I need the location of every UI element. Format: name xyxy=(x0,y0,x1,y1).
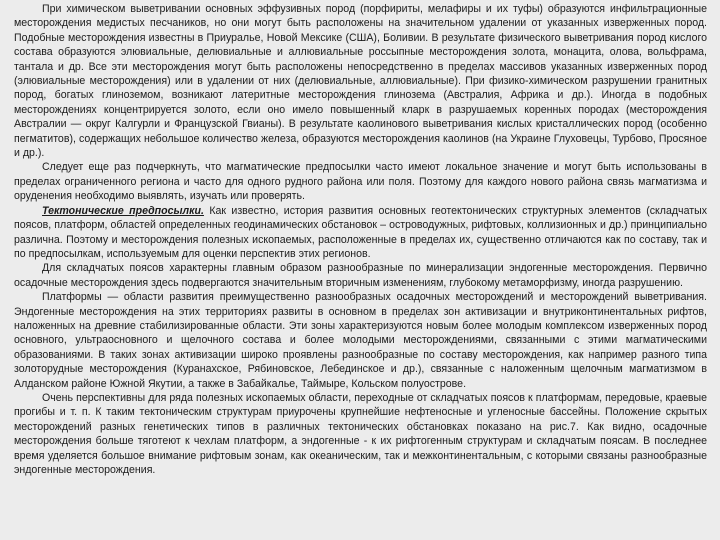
paragraph-text: Как известно, история развития основных геотектонических структурных элементов (складчатых поясов, платформ, областей определенных геодинамических обстановок – островодужных, рифтовых, коллизионных и др.) принципиально различна. Поэтому и месторождения полезных ископаемых, расположенные в пределах их, существенно отличаются как по составу, так и по предпосылкам, используемым для оценки перспектив этих регионов. xyxy=(14,204,708,260)
paragraph-platforms xyxy=(14,290,707,391)
section-heading: Тектонические предпосылки. xyxy=(42,204,204,217)
paragraph-text: Платформы — области развития преимущественно разнообразных осадочных месторождений и месторождений выветривания. Эндогенные месторождения на этих территориях развиты в основном в пределах зон активизации и внутриконтинентальных рифтов, наложенных на древние стабилизированные области. Эти зоны характеризуются новым более молодым комплексом изверженных пород основного, ультраосновного и щелочного состава и более молодыми месторождениями, связанными с этими магматическими образованиями. В таких зонах активизации широко проявлены разнообразные по составу месторождения, как например разного типа золоторудные месторождения (Куранахское, Рябиновское, Лебединское и др.), связанные с наложенным щелочным магматизмом в Алданском районе Южной Якутии, а также в Забайкалье, Таймыре, Кольском полуострове. xyxy=(14,291,707,390)
document-page xyxy=(14,2,707,477)
paragraph-transitional-zones xyxy=(14,391,707,477)
paragraph-magmatic-note xyxy=(14,160,707,203)
paragraph-fold-belts xyxy=(14,261,707,290)
paragraph-weathering xyxy=(14,2,707,160)
paragraph-text: Следует еще раз подчеркнуть, что магматические предпосылки часто имеют локальное значение и могут быть использованы в пределах ограниченного региона и часто для одного рудного района или поля. Поэтому для каждого нового района связь магматизма и оруденения необходимо выявлять, изучать или проверять. xyxy=(14,161,707,203)
paragraph-text: Для складчатых поясов характерны главным образом разнообразные по минерализации эндогенные месторождения. Первично осадочные месторождения здесь подвергаются значительным вторичным изменениям, глубокому метаморфизму, иногда разрушению. xyxy=(14,262,707,289)
paragraph-text: При химическом выветривании основных эффузивных пород (порфириты, мелафиры и их туфы) образуются инфильтрационные месторождения медистых песчаников, но они могут быть расположены на значительном удалении от указанных изверженных пород. Подобные месторождения известны в Приуралье, Новой Мексике (США), Боливии. В результате физического выветривания пород кислого состава образуются элювиальные, делювиальные и аллювиальные россыпные месторождения золота, монацита, олова, вольфрама, тантала и др. Все эти месторождения могут быть расположены непосредственно в пределах массивов указанных изверженных пород (элювиальные месторождения) или в удалении от них (делювиальные, аллювиальные). При физико-химическом разрушении гранитных пород, богатых глиноземом, возникают латеритные месторождения глинозема (Австралия, Африка и др.). Иногда в подобных месторождениях концентрируется золото, если оно имело повышенный кларк в разрушаемых коренных породах (месторождения Австралии — округ Калгурли и Французской Гвианы). В результате каолинового выветривания кислых кристаллических пород (особенно пегматитов), содержащих небольшое количество железа, образуются месторождения каолинов (на Украине Глуховецы, Турбово, Просяное и др.). xyxy=(14,3,707,160)
paragraph-text: Очень перспективны для ряда полезных ископаемых области, переходные от складчатых поясов к платформам, передовые, краевые прогибы и т. п. К таким тектоническим структурам приурочены крупнейшие нефтеносные и угленосные бассейны. Положение скрытых месторождений разных генетических типов в различных тектонических обстановках показано на рис.7. Как видно, осадочные месторождения больше тяготеют к чехлам платформ, а эндогенные - к их рифтогенным структурам и складчатым поясам. В последнее время уделяется большое внимание рифтовым зонам, как океаническим, так и межконтинентальным, с которыми связаны разнообразные эндогенные месторождения. xyxy=(14,391,707,476)
paragraph-tectonic xyxy=(14,204,707,262)
